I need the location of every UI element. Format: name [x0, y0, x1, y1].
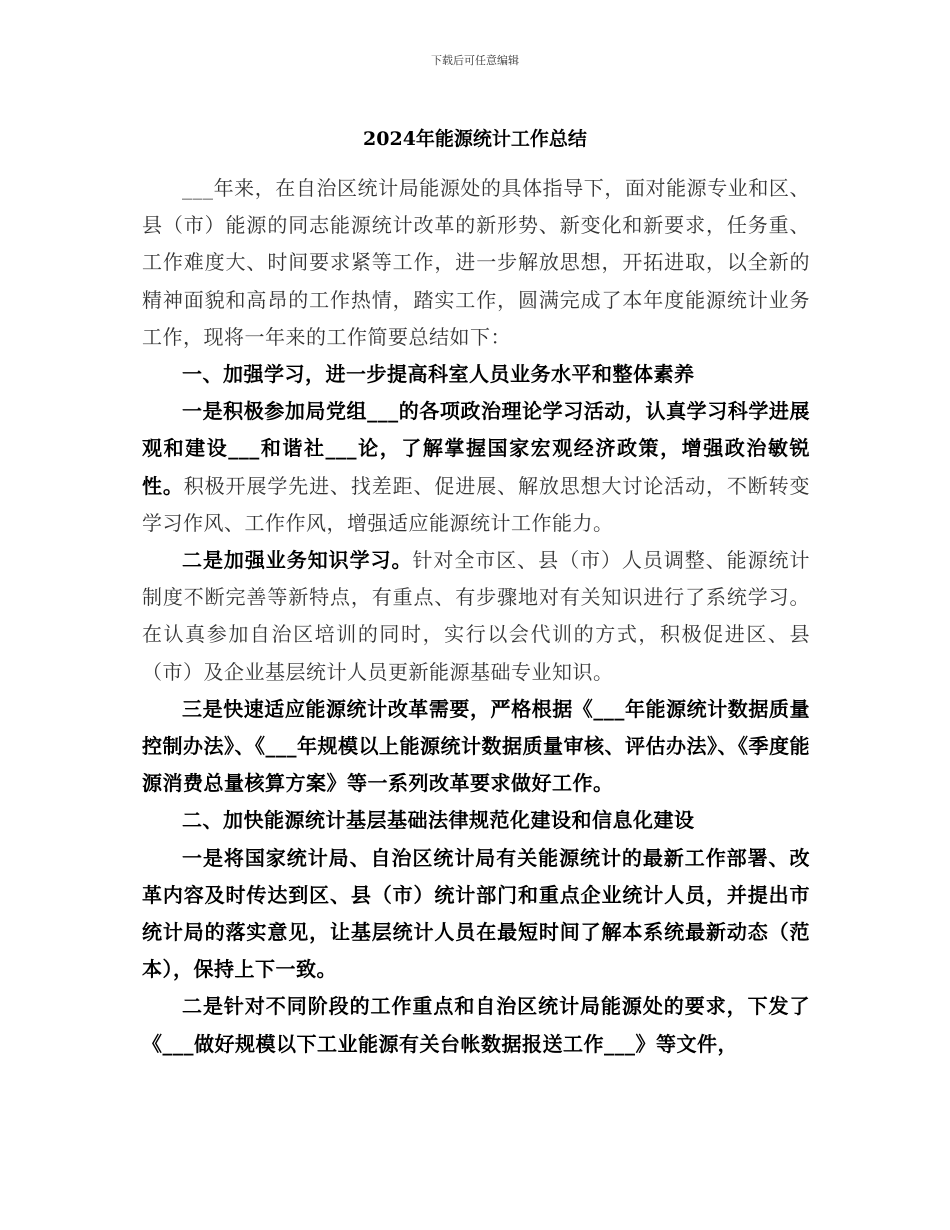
- paragraph-bold: 二、加快能源统计基层基础法律规范化建设和信息化建设: [182, 808, 695, 833]
- paragraph-bold: 一是积极参加局党组___的各项政治理论学习活动，认真学习科学进展观和建设___和谐社___论，了解掌握国家宏观经济政策，增强政治敏锐性。: [142, 399, 810, 498]
- paragraph-item: [142, 691, 810, 803]
- document-body: [142, 170, 810, 1063]
- page-header: 下载后可任意编辑: [431, 54, 519, 67]
- paragraph-intro: [142, 170, 810, 356]
- paragraph-text: 针对全市区、县（市）人员调整、能源统计制度不断完善等新特点，有重点、有步骤地对有关知识进行了系统学习。在认真参加自治区培训的同时，实行以会代训的方式，积极促进区、县（市）及企业基层统计人员更新能源基础专业知识。: [142, 548, 811, 684]
- paragraph-bold: 二是针对不同阶段的工作重点和自治区统计局能源处的要求，下发了《___做好规模以下工业能源有关台帐数据报送工作___》等文件，: [142, 994, 810, 1056]
- paragraph-bold: 二是加强业务知识学习。: [182, 548, 413, 573]
- paragraph-text: 积极开展学先进、找差距、促进展、解放思想大讨论活动，不断转变学习作风、工作作风，增强适应能源统计工作能力。: [142, 473, 811, 535]
- paragraph-bold: 三是快速适应能源统计改革需要，严格根据《___年能源统计数据质量控制办法》、《___年规模以上能源统计数据质量审核、评估办法》、《季度能源消费总量核算方案》等一系列改革要求做好工作。: [142, 696, 810, 796]
- section-heading-2: [142, 802, 810, 839]
- paragraph-bold: 一是将国家统计局、自治区统计局有关能源统计的最新工作部署、改革内容及时传达到区、县（市）统计部门和重点企业统计人员，并提出市统计局的落实意见，让基层统计人员在最短时间了解本系统最新动态（范本），保持上下一致。: [142, 845, 810, 982]
- paragraph-text: ___年来，在自治区统计局能源处的具体指导下，面对能源专业和区、县（市）能源的同志能源统计改革的新形势、新变化和新要求，任务重、工作难度大、时间要求紧等工作，进一步解放思想，开拓进取，以全新的精神面貌和高昂的工作热情，踏实工作，圆满完成了本年度能源统计业务工作，现将一年来的工作简要总结如下：: [142, 176, 810, 349]
- paragraph-bold: 一、加强学习，进一步提高科室人员业务水平和整体素养: [182, 362, 695, 387]
- section-heading-1: [142, 356, 810, 393]
- paragraph-item: [142, 393, 810, 542]
- paragraph-item: [142, 840, 810, 989]
- document-title: 2024年能源统计工作总结: [363, 128, 587, 150]
- paragraph-item: [142, 542, 810, 691]
- paragraph-item: [142, 988, 810, 1062]
